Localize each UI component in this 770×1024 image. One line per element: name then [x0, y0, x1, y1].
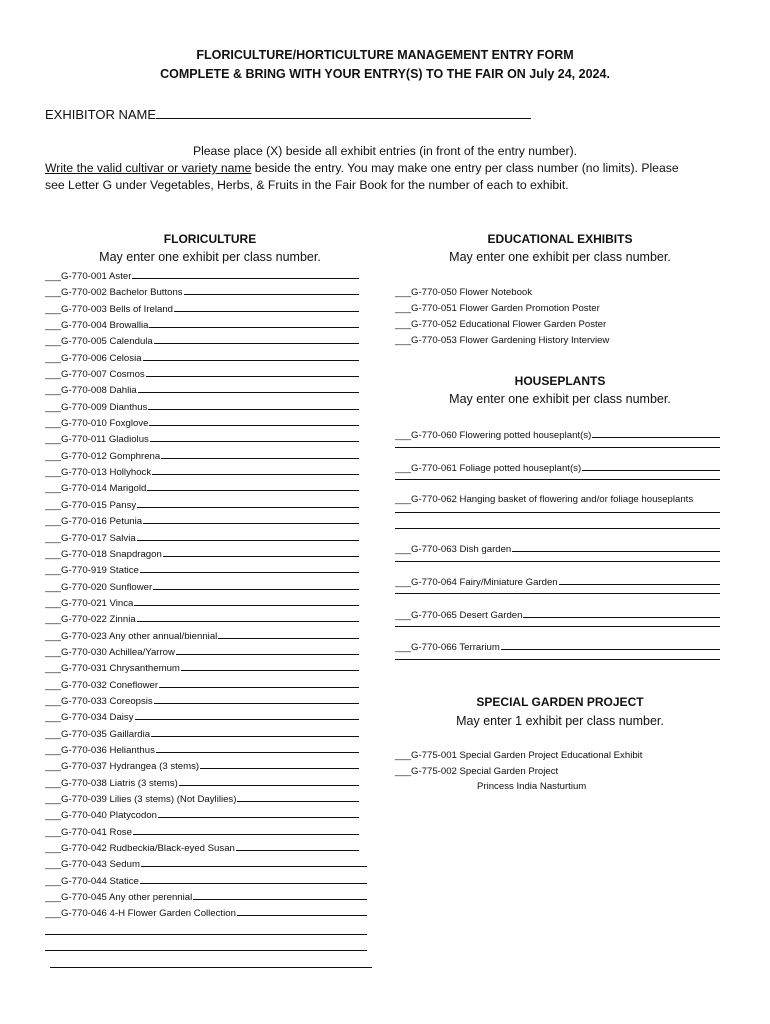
floriculture-entry[interactable]: [45, 889, 367, 905]
entry-label: ___G-770-065 Desert Garden: [395, 609, 523, 621]
underline: [395, 626, 720, 627]
underline: [395, 561, 720, 562]
entry-label: ___G-770-043 Sedum: [45, 859, 140, 871]
houseplants-subheading: May enter one exhibit per class number.: [449, 392, 671, 406]
entry-write-line[interactable]: [133, 824, 359, 835]
floriculture-entry[interactable]: [45, 726, 359, 742]
floriculture-entry[interactable]: [45, 905, 367, 921]
floriculture-heading: FLORICULTURE: [163, 232, 257, 246]
floriculture-entry[interactable]: [45, 758, 359, 774]
instructions-line-2: [45, 159, 725, 177]
underline: [395, 659, 720, 660]
floriculture-entry[interactable]: [45, 497, 359, 513]
special-subheading: May enter 1 exhibit per class number.: [456, 714, 664, 728]
entry-label: ___G-770-007 Cosmos: [45, 369, 145, 381]
entry-label: ___G-770-035 Gaillardia: [45, 728, 151, 740]
special-list: [395, 748, 725, 780]
exhibitor-name-label: EXHIBITOR NAME: [45, 107, 157, 122]
floriculture-entry[interactable]: [45, 660, 359, 676]
floriculture-entry[interactable]: [45, 317, 359, 333]
entry-label: ___G-770-009 Dianthus: [45, 401, 148, 413]
floriculture-entry[interactable]: [45, 464, 359, 480]
entry-label: ___G-770-044 Statice: [45, 875, 139, 887]
entry-write-line[interactable]: [153, 579, 359, 590]
floriculture-entry[interactable]: [45, 693, 359, 709]
entry-label: ___G-770-012 Gomphrena: [45, 450, 161, 462]
educational-entry[interactable]: ___G-770-050 Flower Notebook: [395, 287, 533, 298]
entry-label: ___G-770-003 Bells of Ireland: [45, 303, 173, 315]
entry-write-line[interactable]: [218, 628, 359, 639]
instructions-line-3: see Letter G under Vegetables, Herbs, & Fruits in the Fair Book for the number of each to exhibit.: [45, 178, 569, 192]
houseplant-entry[interactable]: [395, 639, 720, 656]
floriculture-entry[interactable]: [45, 480, 359, 496]
entry-label: ___G-770-032 Coneflower: [45, 679, 159, 691]
entry-label: ___G-770-034 Daisy: [45, 712, 134, 724]
floriculture-entry[interactable]: [45, 595, 359, 611]
entry-write-line[interactable]: [154, 333, 359, 344]
houseplant-entry[interactable]: [395, 460, 720, 477]
entry-label: ___G-770-010 Foxglove: [45, 418, 149, 430]
entry-label: ___G-770-013 Hollyhock: [45, 467, 152, 479]
entry-write-line[interactable]: [156, 742, 359, 753]
entry-label: ___G-770-001 Aster: [45, 271, 132, 282]
underline: [395, 512, 720, 513]
entry-label: ___G-770-061 Foliage potted houseplant(s): [395, 462, 582, 474]
entry-write-line[interactable]: [193, 889, 367, 900]
floriculture-entry[interactable]: [45, 644, 359, 660]
entry-label: ___G-770-004 Browallia: [45, 320, 149, 332]
floriculture-entry[interactable]: [45, 873, 367, 889]
floriculture-entry[interactable]: [45, 742, 359, 758]
blank-write-line[interactable]: [395, 509, 720, 525]
floriculture-entry[interactable]: [45, 562, 359, 578]
exhibitor-name-row: [45, 106, 531, 122]
houseplant-entry[interactable]: [395, 427, 720, 444]
educational-subheading: May enter one exhibit per class number.: [449, 250, 671, 264]
floriculture-entry[interactable]: [45, 431, 359, 447]
entry-label: ___G-770-060 Flowering potted houseplant(s): [395, 430, 592, 441]
entry-write-line[interactable]: [134, 595, 359, 606]
entry-write-line[interactable]: [523, 607, 720, 618]
form-title: FLORICULTURE/HORTICULTURE MANAGEMENT ENTRY FORM: [196, 48, 574, 62]
educational-entry[interactable]: ___G-770-051 Flower Garden Promotion Poster: [395, 303, 600, 314]
entry-write-line[interactable]: [559, 574, 720, 585]
instructions-line-1: Please place (X) beside all exhibit entries (in front of the entry number).: [192, 144, 578, 158]
floriculture-entry[interactable]: [45, 301, 359, 317]
entry-write-line[interactable]: [152, 464, 359, 475]
underline: [395, 447, 720, 448]
floriculture-list: [45, 268, 375, 922]
floriculture-entry[interactable]: [45, 775, 359, 791]
entry-label: ___G-770-042 Rudbeckia/Black-eyed Susan: [45, 843, 235, 855]
entry-write-line[interactable]: [174, 301, 359, 312]
floriculture-entry[interactable]: [45, 628, 359, 644]
houseplants-heading: HOUSEPLANTS: [514, 374, 606, 388]
floriculture-entry[interactable]: [45, 791, 359, 807]
floriculture-entry[interactable]: [45, 448, 359, 464]
entry-write-line[interactable]: [161, 448, 359, 459]
special-note: Princess India Nasturtium: [477, 781, 587, 792]
entry-write-line[interactable]: [163, 546, 359, 557]
entry-write-line[interactable]: [143, 513, 359, 524]
floriculture-entry[interactable]: [45, 840, 359, 856]
floriculture-entry[interactable]: [45, 709, 359, 725]
entry-label: ___G-770-066 Terrarium: [395, 642, 500, 654]
instructions-underlined: Write the valid cultivar or variety name: [45, 161, 252, 175]
houseplant-entry[interactable]: [395, 574, 720, 591]
entry-write-line[interactable]: [184, 284, 359, 295]
floriculture-entry[interactable]: [45, 677, 359, 693]
entry-write-line[interactable]: [159, 677, 359, 688]
entry-write-line[interactable]: [143, 350, 359, 361]
entry-write-line[interactable]: [236, 840, 359, 851]
entry-write-line[interactable]: [181, 660, 359, 671]
floriculture-entry[interactable]: [45, 399, 359, 415]
blank-write-line[interactable]: [395, 476, 720, 492]
floriculture-entry[interactable]: [45, 415, 359, 431]
entry-write-line[interactable]: [137, 497, 359, 508]
entry-write-line[interactable]: [582, 460, 720, 471]
floriculture-entry[interactable]: [45, 268, 359, 284]
blank-write-line[interactable]: [395, 444, 720, 460]
entry-write-line[interactable]: [237, 905, 367, 916]
floriculture-entry[interactable]: [45, 807, 359, 823]
entry-write-line[interactable]: [592, 427, 720, 438]
entry-label: ___G-770-020 Sunflower: [45, 581, 153, 593]
educational-list: [395, 285, 725, 349]
houseplants-list: [395, 427, 725, 672]
special-entry[interactable]: ___G-775-001 Special Garden Project Educational Exhibit: [395, 750, 643, 761]
entry-label: ___G-770-033 Coreopsis: [45, 695, 153, 707]
entry-label: ___G-770-062 Hanging basket of flowering and/or foliage houseplants: [395, 494, 694, 506]
entry-write-line[interactable]: [151, 726, 359, 737]
entry-write-line[interactable]: [135, 709, 359, 720]
form-subtitle: COMPLETE & BRING WITH YOUR ENTRY(S) TO THE FAIR ON July 24, 2024.: [160, 67, 610, 81]
educational-entry[interactable]: ___G-770-053 Flower Gardening History Interview: [395, 335, 610, 346]
entry-write-line[interactable]: [137, 530, 359, 541]
blank-write-line[interactable]: [395, 558, 720, 574]
entry-label: ___G-770-040 Platycodon: [45, 810, 158, 822]
exhibitor-name-field[interactable]: [156, 106, 531, 119]
entry-label: ___G-770-039 Lilies (3 stems) (Not Daylilies): [45, 794, 237, 805]
blank-write-line[interactable]: [395, 656, 720, 672]
entry-write-line[interactable]: [137, 611, 359, 622]
entry-write-line[interactable]: [146, 366, 359, 377]
floriculture-entry[interactable]: [45, 856, 367, 872]
floriculture-entry[interactable]: [45, 284, 359, 300]
entry-write-line[interactable]: [148, 399, 359, 410]
underline: [395, 528, 720, 529]
floriculture-subheading: May enter one exhibit per class number.: [99, 250, 321, 264]
underline: [395, 479, 720, 480]
entry-label: ___G-770-064 Fairy/Miniature Garden: [395, 576, 558, 588]
entry-label: ___G-770-002 Bachelor Buttons: [45, 287, 183, 299]
entry-label: ___G-770-006 Celosia: [45, 352, 142, 364]
floriculture-entry[interactable]: [45, 611, 359, 627]
educational-entry[interactable]: ___G-770-052 Educational Flower Garden Poster: [395, 319, 607, 330]
educational-heading: EDUCATIONAL EXHIBITS: [487, 232, 633, 246]
entry-label: ___G-770-063 Dish garden: [395, 544, 512, 556]
entry-write-line[interactable]: [147, 480, 359, 491]
entry-write-line[interactable]: [200, 758, 359, 769]
floriculture-entry[interactable]: [45, 824, 359, 840]
entry-label: ___G-770-045 Any other perennial: [45, 892, 193, 904]
floriculture-entry[interactable]: [45, 350, 359, 366]
entry-label: ___G-770-014 Marigold: [45, 483, 147, 495]
entry-label: ___G-770-017 Salvia: [45, 532, 136, 544]
blank-write-line[interactable]: [395, 590, 720, 606]
floriculture-entry[interactable]: [45, 382, 359, 398]
special-heading: SPECIAL GARDEN PROJECT: [476, 695, 644, 709]
entry-label: ___G-770-008 Dahlia: [45, 385, 137, 397]
entry-write-line[interactable]: [132, 268, 359, 279]
blank-write-line[interactable]: [395, 525, 720, 541]
floriculture-entry[interactable]: [45, 513, 359, 529]
entry-label: ___G-770-030 Achillea/Yarrow: [45, 646, 175, 658]
entry-label: ___G-770-041 Rose: [45, 826, 132, 838]
entry-label: ___G-770-038 Liatris (3 stems): [45, 777, 178, 789]
entry-label: ___G-770-036 Helianthus: [45, 744, 155, 756]
entry-write-line[interactable]: [138, 382, 359, 393]
entry-label: ___G-770-016 Petunia: [45, 516, 143, 528]
entry-write-line[interactable]: [176, 644, 359, 655]
entry-write-line[interactable]: [179, 775, 359, 786]
entry-write-line[interactable]: [140, 873, 367, 884]
houseplant-entry[interactable]: [395, 492, 720, 509]
instructions-line-2-rest: beside the entry. You may make one entry per class number (no limits). Please: [251, 161, 679, 175]
floriculture-entry[interactable]: [45, 546, 359, 562]
entry-write-line[interactable]: [158, 807, 359, 818]
entry-label: ___G-770-037 Hydrangea (3 stems): [45, 761, 200, 773]
entry-write-line[interactable]: [149, 317, 359, 328]
extra-blank-line[interactable]: [50, 967, 372, 968]
entry-label: ___G-770-031 Chrysanthemum: [45, 663, 180, 675]
entry-label: ___G-770-023 Any other annual/biennial: [45, 630, 218, 642]
entry-label: ___G-770-046 4-H Flower Garden Collection: [45, 908, 236, 920]
extra-blank-line[interactable]: [45, 950, 367, 951]
floriculture-entry[interactable]: [45, 579, 359, 595]
floriculture-entry[interactable]: [45, 366, 359, 382]
entry-label: ___G-770-011 Gladiolus: [45, 434, 149, 446]
entry-write-line[interactable]: [237, 791, 359, 802]
entry-write-line[interactable]: [154, 693, 359, 704]
special-entry[interactable]: ___G-775-002 Special Garden Project: [395, 766, 559, 777]
entry-label: ___G-770-018 Snapdragon: [45, 548, 162, 560]
entry-write-line[interactable]: [149, 415, 359, 426]
underline: [395, 593, 720, 594]
entry-label: ___G-770-015 Pansy: [45, 499, 137, 511]
entry-write-line[interactable]: [512, 541, 720, 552]
houseplant-entry[interactable]: [395, 607, 720, 624]
floriculture-entry[interactable]: [45, 333, 359, 349]
entry-label: ___G-770-022 Zinnia: [45, 614, 136, 626]
entry-label: ___G-770-005 Calendula: [45, 336, 153, 348]
entry-write-line[interactable]: [141, 856, 367, 867]
blank-write-line[interactable]: [395, 623, 720, 639]
entry-write-line[interactable]: [501, 639, 720, 650]
extra-blank-line[interactable]: [45, 934, 367, 935]
houseplant-entry[interactable]: [395, 541, 720, 558]
entry-label: ___G-770-919 Statice: [45, 565, 139, 577]
floriculture-entry[interactable]: [45, 530, 359, 546]
entry-write-line[interactable]: [150, 431, 359, 442]
entry-write-line[interactable]: [140, 562, 359, 573]
entry-label: ___G-770-021 Vinca: [45, 597, 134, 609]
